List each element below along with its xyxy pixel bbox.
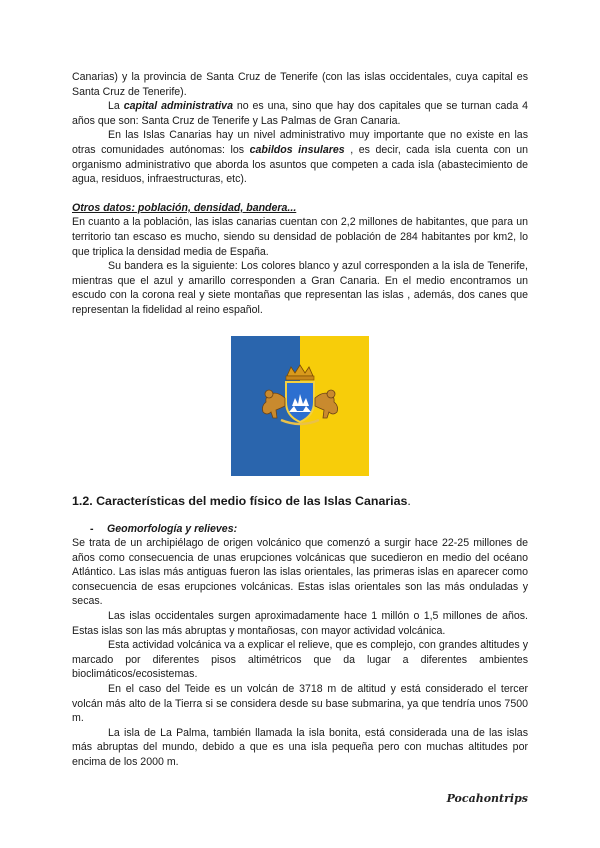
text: La: [108, 100, 124, 113]
canary-islands-flag: [231, 336, 369, 476]
heading-text: 1.2. Características del medio físico de las Islas Canarias: [72, 493, 408, 508]
paragraph-actividad: Esta actividad volcánica va a explicar el relieve, que es complejo, con grandes altitudes y marcado por diferentes pisos altimétricos que da lugar a diferentes ambientes bioclimáticos/ecosistemas.: [72, 639, 528, 681]
bullet-dash: -: [90, 522, 94, 535]
paragraph-capital: [72, 99, 528, 128]
document-page: [72, 70, 528, 770]
paragraph-cabildos: [72, 128, 528, 186]
paragraph-teide: En el caso del Teide es un volcán de 3718 m de altitud y está considerado el tercer volcán más alto de la Tierra si se considera desde su base submarina, ya que tendría unos 7500 m.: [72, 683, 528, 725]
paragraph-origen: Se trata de un archipiélago de origen volcánico que comenzó a surgir hace 22-25 millones de años como consecuencia de unas erupciones volcánicas que sucedieron en medio del océano Atlántico. Las islas más antiguas fueron las islas orientales, las primeras islas en aparecer como consecuencia de esas erupciones volcánicas. Estas islas orientales son las más onduladas y secas.: [72, 537, 528, 608]
text: En las Islas Canarias hay un nivel administrativo muy importante que no existe en las otras comunidades autónomas: los: [72, 129, 528, 156]
bullet-label: Geomorfología y relieves:: [107, 522, 238, 535]
paragraph-bandera: Su bandera es la siguiente: Los colores blanco y azul corresponden a la isla de Tenerife, mientras que el azul y amarillo corresponden a Gran Canaria. En el medio encontramos un escudo con la corona real y siete montañas que representan las islas , además, dos canes que representan la fidelidad al reino español.: [72, 260, 528, 316]
bold-term: cabildos insulares: [249, 143, 345, 156]
bullet-item: [72, 522, 528, 537]
section-heading: [72, 494, 528, 508]
paragraph-la-palma: La isla de La Palma, también llamada la isla bonita, está considerada una de las islas más abruptas del mundo, debido a que es una isla pequeña pero con muchas altitudes por encima de los 2000 m.: [72, 726, 528, 768]
paragraph-poblacion: En cuanto a la población, las islas canarias cuentan con 2,2 millones de habitantes, que para un territorio tan escaso es mucho, siendo su densidad de población de 284 habitantes por km2, lo que triplica la densidad media de España.: [72, 216, 528, 258]
paragraph: Canarias) y la provincia de Santa Cruz de Tenerife (con las islas occidentales, cuya capital es Santa Cruz de Tenerife).: [72, 71, 528, 98]
paragraph-occidentales: Las islas occidentales surgen aproximadamente hace 1 millón o 1,5 millones de años. Estas islas son las más abruptas y montañosas, con mayor actividad volcánica.: [72, 610, 528, 637]
text: no es una, sino que hay dos capitales que se turnan cada 4 años que son: Santa Cruz de Tenerife y Las Palmas de Gran Canaria.: [72, 100, 528, 127]
coat-of-arms-icon: [231, 336, 369, 476]
signature: Pocahontrips: [446, 792, 528, 805]
section-title-otros-datos: Otros datos: población, densidad, bandera...: [72, 201, 297, 214]
bold-term: capital administrativa: [123, 100, 233, 113]
heading-dot: .: [407, 493, 411, 508]
text: , es decir, cada isla cuenta con un organismo administrativo que aborda los asuntos que competen a cada isla (abastecimiento de agua, residuos, infraestructuras, etc).: [72, 143, 529, 186]
